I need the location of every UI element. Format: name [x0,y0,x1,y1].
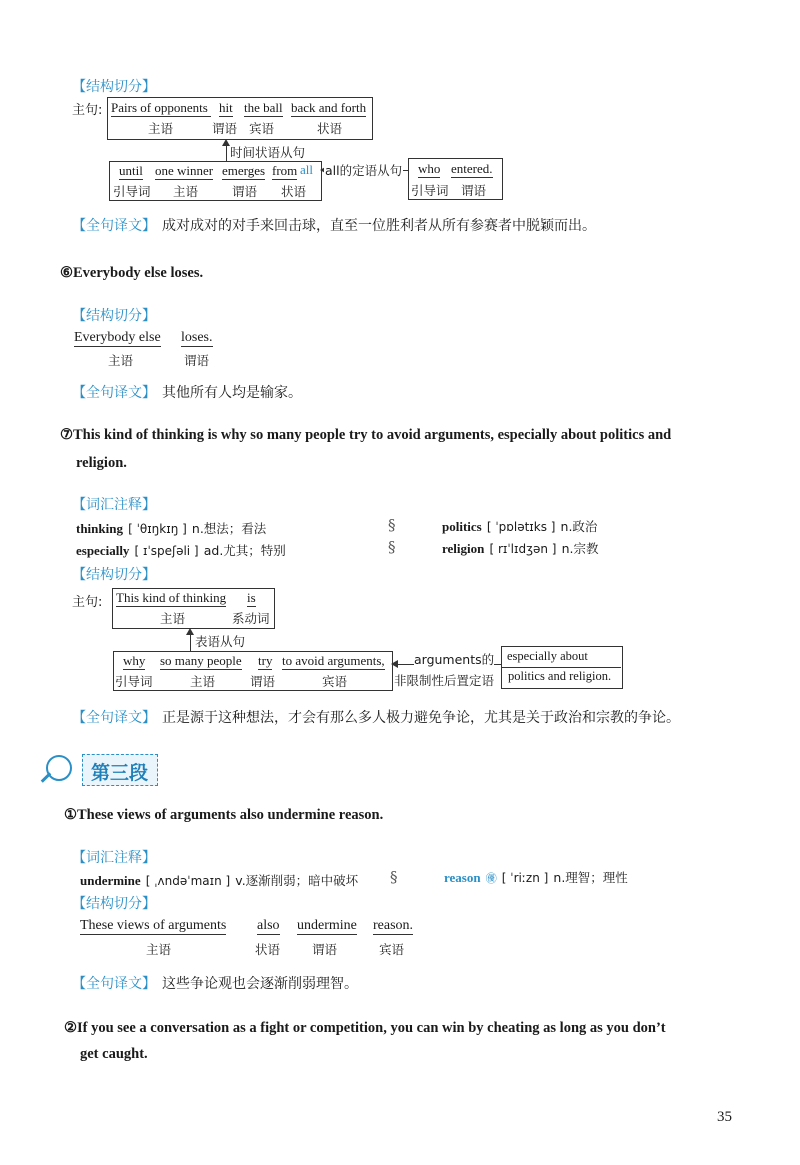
s7-link-line [190,634,191,651]
struct-label: 【结构切分】 [72,567,156,583]
s6-word: loses. [181,330,213,345]
s5-clause-role: 状语 [281,184,307,199]
s5-rel-role: 谓语 [461,183,487,198]
s6-role: 主语 [108,353,134,368]
s5-main-role: 谓语 [212,121,238,136]
s7-clause-role: 宾语 [322,674,348,689]
s7-link2-top: arguments的 [414,652,495,667]
s7-post-line1: especially about [507,649,588,663]
s5-clause-word: until [119,163,143,178]
s5-main-word: hit [219,100,233,115]
struct-label: 【结构切分】 [72,308,156,324]
s5-link-line [226,145,227,161]
vocab-entry: undermine [ ˌʌndəˈmaɪn ] v.逐渐削弱；暗中破坏 [80,873,359,888]
s7-sentence-line1: ⑦This kind of thinking is why so many people try to avoid arguments, especially about politics and [60,427,672,443]
s5-main-role: 状语 [317,121,343,136]
divider-wave-icon: § [388,538,396,556]
s5-rel-word: entered. [451,161,493,176]
p3s2-sentence-line2: get caught. [80,1046,148,1062]
s5-link2: all的定语从句 [325,163,403,178]
translation-label: 【全句译文】 [72,710,156,726]
s5-rel-word: who [418,161,441,176]
s5-main-word: Pairs of opponents [111,100,211,117]
s5-rel-role: 引导词 [411,183,449,198]
translation-label: 【全句译文】 [72,218,156,234]
vocab-entry: reason ㊝ [ ˈriːzn ] n.理智；理性 [444,870,628,885]
s5-main-word: back and forth [291,100,367,115]
p3s1-role: 谓语 [312,942,338,957]
p3s1-role: 状语 [255,942,281,957]
s7-translation: 正是源于这种想法，才会有那么多人极力避免争论，尤其是关于政治和宗教的争论。 [162,710,680,726]
s7-sentence-line2: religion. [76,455,127,471]
s5-link1: 时间状语从句 [230,145,306,160]
s6-word: Everybody else [74,330,161,345]
vocab-entry: especially [ ɪˈspeʃəli ] ad.尤其；特别 [76,543,286,558]
s6-translation: 其他所有人均是输家。 [162,385,302,401]
s7-link2-bottom: 非限制性后置定语 [394,673,495,688]
struct-label: 【结构切分】 [72,896,156,912]
s7-clause-role: 谓语 [250,674,276,689]
p3s1-word: These views of arguments [80,918,227,933]
arrow-up-icon [186,628,194,635]
section-title: 第三段 [91,762,149,784]
magnifier-icon [46,755,72,781]
s7-main-role: 系动词 [232,611,270,626]
s5-clause-role: 谓语 [232,184,258,199]
s7-link1: 表语从句 [195,634,246,649]
page-number: 35 [717,1109,732,1125]
p3s1-role: 主语 [146,942,172,957]
s7-clause-word: so many people [160,653,242,668]
s5-clause-role: 主语 [173,184,199,199]
s7-main-word: This kind of thinking [116,590,227,605]
vocab-entry: religion [ rɪˈlɪdʒən ] n.宗教 [442,541,599,556]
main-clause-label: 主句: [72,103,103,118]
s5-clause-role: 引导词 [113,184,151,199]
s7-clause-word: try [258,653,273,668]
s7-clause-role: 主语 [190,674,216,689]
s5-clause-word: one winner [155,163,214,178]
main-clause-label: 主句: [72,595,103,610]
multi-meaning-badge-icon: ㊝ [485,872,497,885]
s6-role: 谓语 [184,353,210,368]
s7-main-role: 主语 [160,611,186,626]
translation-label: 【全句译文】 [72,976,156,992]
divider-wave-icon: § [390,868,398,886]
s5-clause-word: emerges [222,163,266,178]
vocab-entry: politics [ ˈpɒlətɪks ] n.政治 [442,519,598,534]
s5-main-role: 主语 [148,121,174,136]
s7-clause-word: to avoid arguments, [282,653,385,668]
struct-label: 【结构切分】 [72,79,156,95]
p3s1-word: reason. [373,918,414,933]
s7-clause-role: 引导词 [115,674,153,689]
p3s1-translation: 这些争论观也会逐渐削弱理智。 [162,976,358,992]
s5-main-word: the ball [244,100,283,115]
arrow-up-icon [222,139,230,146]
vocab-label: 【词汇注释】 [72,850,156,866]
s7-clause-word: why [123,653,146,668]
s5-translation: 成对成对的对手来回击球，直至一位胜利者从所有参赛者中脱颖而出。 [162,218,596,234]
p3s1-word: undermine [297,918,357,933]
p3s2-sentence-line1: ②If you see a conversation as a fight or competition, you can win by cheating as long as you don’t [64,1020,666,1036]
p3s1-word: also [257,918,280,933]
s7-main-word: is [247,590,256,605]
section-title-badge [82,754,158,786]
s5-clause-word: from [272,163,298,178]
s5-main-role: 宾语 [249,121,275,136]
vocab-entry: thinking [ ˈθɪŋkɪŋ ] n.想法；看法 [76,521,267,536]
divider-wave-icon: § [388,516,396,534]
p3s1-role: 宾语 [379,942,405,957]
vocab-label: 【词汇注释】 [72,497,156,513]
p3s1-sentence: ①These views of arguments also undermine reason. [64,807,384,823]
translation-label: 【全句译文】 [72,385,156,401]
s6-sentence: ⑥Everybody else loses. [60,265,204,281]
s7-post-line2: politics and religion. [508,669,612,683]
s7-post-divider [501,667,621,668]
s5-all-word: all [300,162,313,177]
